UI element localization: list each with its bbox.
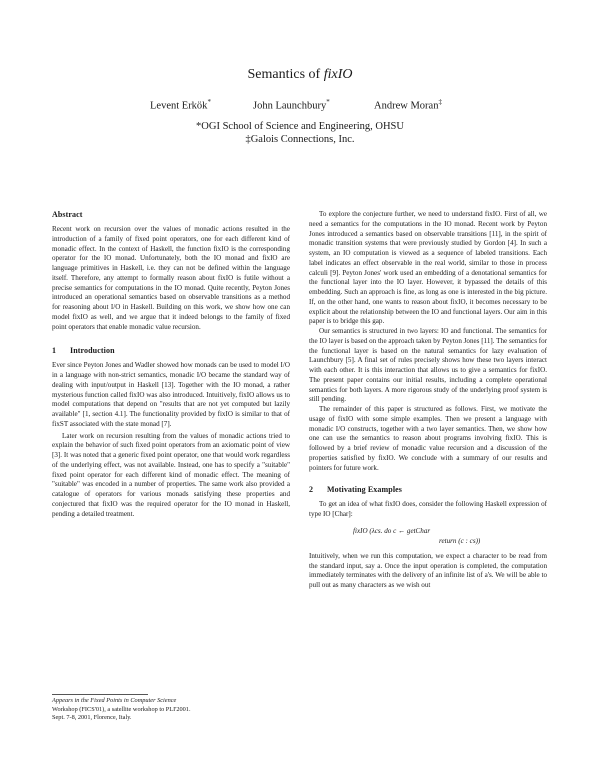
left-column	[52, 210, 290, 519]
author-moran: Andrew Moran‡	[374, 98, 442, 112]
formula-line: return (c : cs))	[439, 536, 481, 545]
body-paragraph: Our semantics is structured in two layers: IO and functional. The semantics for the IO layer is based on the approach taken by Peyton Jones [11]. The semantics for the functional layer is based on the natural semantics for lazy evaluation of Launchbury [5]. A final set of rules precisely shows how these two layers interact with each other. It is this interaction that allows us to give a semantics for fixIO. The present paper contains our initial results, including a complete operational semantics for both layers. A more rigorous study of the underlying proof system is still pending.	[309, 327, 547, 404]
abstract-text: Recent work on recursion over the values of monadic actions resulted in the introduction of a family of fixed point operators, one for each different kind of monadic effect. In the context of Haskell, the function fixIO is the corresponding operator for the IO monad. Unfortunately, both the IO monad and fixIO are language primitives in Haskell, i.e. they can not be defined within the language itself. Therefore, any attempt to formally reason about fixIO is futile without a precise semantics for computations in the IO monad. Quite recently, Peyton Jones introduced an operational semantics based on observable transitions as a method for reasoning about I/O in Haskell. Building on this work, we show how one can model fixIO as well, and we argue that it indeed belongs to the family of fixed point operators that enable monadic value recursion.	[52, 225, 290, 331]
fixio-formula	[309, 526, 547, 546]
footnote	[52, 697, 290, 723]
right-column	[309, 210, 547, 591]
footnote-line: Appears in the Fixed Points in Computer Science	[52, 697, 177, 704]
affiliation-ogi: *OGI School of Science and Engineering, OHSU	[196, 121, 404, 132]
intro-heading	[52, 346, 290, 355]
body-paragraph: To explore the conjecture further, we need to understand fixIO. First of all, we need a semantics for the computations in the IO monad. Recent work by Peyton Jones introduced a semantics based on observable transitions [11], in the spirit of monadic transition systems that were previously studied by Gordon [4]. In such a system, an IO computation is viewed as a sequence of labeled transitions. Each label indicates an effect observable in the real world, similar to those in process calculi [9]. Peyton Jones' work used an embedding of a denotational semantics for the functional layer into the IO layer. However, it bypassed the details of this embedding. Such an approach is fine, as long as one is interested in the big picture. If, on the other hand, one wants to reason about fixIO, it becomes necessary to be explicit about the relationship between the IO and functional layers. Our aim in this paper is to bridge this gap.	[309, 210, 547, 326]
intro-number: 1	[52, 346, 57, 356]
title-emph: fixIO	[323, 67, 353, 82]
body-paragraph: To get an idea of what fixIO does, consider the following Haskell expression of type IO [Char]:	[309, 500, 547, 518]
footnote-rule	[52, 694, 148, 695]
body-paragraph: The remainder of this paper is structured as follows. First, we motivate the usage of fixIO with some simple examples. Then we present a language with monadic I/O constructs, together with a two layer semantics. Then, we show how one can use the semantics to reason about programs involving fixIO. This is followed by a brief review of monadic value recursion and a discussion of the properties satisfied by fixIO. We conclude with a summary of our results and pointers for future work.	[309, 405, 547, 472]
author-list	[0, 98, 600, 112]
author-erkok: Levent Erkök*	[150, 98, 211, 112]
abstract-heading: Abstract	[52, 210, 83, 219]
footnote-line: Workshop (FICS'01), a satellite workshop to PLI'2001.	[52, 705, 191, 713]
motivating-heading	[309, 485, 547, 494]
motivating-number: 2	[309, 485, 314, 495]
intro-paragraph: Ever since Peyton Jones and Wadler showed how monads can be used to model I/O in a language with non-strict semantics, monadic I/O became the standard way of dealing with input/output in Haskell [13]. Together with the IO monad, a rather mysterious function called fixIO was also introduced. Intuitively, fixIO allows us to model computations that depend on "results that are not yet computed but lazily available" [1, section 4.1]. The functionality provided by fixIO is similar to that of fixST associated with the state monad [7].	[52, 361, 290, 428]
footnote-line: Sept. 7-8, 2001, Florence, Italy.	[52, 714, 132, 722]
motivating-title: Motivating Examples	[327, 485, 403, 495]
author-launchbury: John Launchbury*	[253, 98, 330, 112]
intro-title: Introduction	[70, 346, 115, 356]
body-paragraph: Intuitively, when we run this computation, we expect a character to be read from the standard input, say a. Once the input operation is completed, the computation immediately terminates with the delivery of an infinite list of a's. We will be able to pull out as many characters as we wish out	[309, 551, 547, 589]
title-prefix: Semantics of	[247, 67, 324, 82]
paper-title	[0, 67, 600, 83]
intro-paragraph: Later work on recursion resulting from the values of monadic actions tried to explain the behavior of such fixed point operators from an axiomatic point of view [3]. It was noted that a generic fixed point operator, one that would work regardless of the underlying effect, was not available. Instead, one has to specify a "suitable" fixed point operator for each different kind of monadic effect. The meaning of "suitable" was encoded in a number of properties. The same work also provided a catalogue of operators for various monads satisfying these properties and conjectured that fixIO was the required operator for the IO monad in Haskell, pending a detailed treatment.	[52, 431, 290, 518]
formula-line: fixIO (λcs. do c ← getChar	[353, 526, 431, 535]
affiliation-galois: ‡Galois Connections, Inc.	[245, 134, 355, 145]
